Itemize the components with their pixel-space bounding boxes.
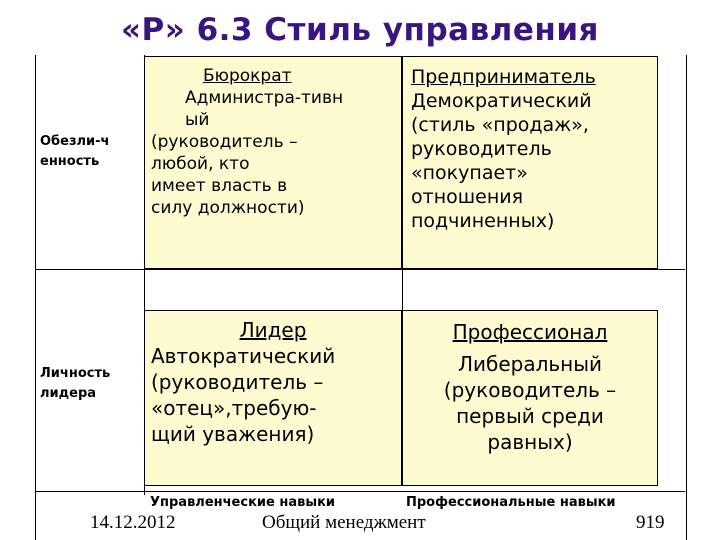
cell-line: имеет власть в bbox=[151, 176, 288, 196]
row-label-leader-personality bbox=[40, 364, 110, 404]
cell-line: равных) bbox=[487, 430, 573, 454]
cell-line: «отец»,требую- bbox=[151, 396, 317, 420]
cell-heading: Бюрократ bbox=[203, 66, 292, 86]
cell-line: отношения bbox=[411, 186, 524, 208]
slide-title: «Р» 6.3 Стиль управления bbox=[121, 12, 599, 48]
cell-line: щий уважения) bbox=[151, 422, 315, 446]
cell-entrepreneur bbox=[402, 56, 658, 269]
cell-line: (руководитель – bbox=[151, 132, 298, 152]
cell-line: (стиль «продаж», bbox=[411, 114, 589, 136]
cell-line: любой, кто bbox=[151, 154, 250, 174]
cell-line: первый среди bbox=[456, 404, 604, 428]
footer-date: 14.12.2012 bbox=[90, 512, 176, 533]
cell-line: силу должности) bbox=[151, 198, 305, 218]
cell-heading: Лидер bbox=[239, 318, 307, 342]
cell-professional bbox=[402, 310, 658, 486]
grid-divider-bottom bbox=[35, 491, 685, 492]
row-label-line: Обезли-ч bbox=[40, 134, 110, 149]
cell-line: ый bbox=[185, 110, 210, 130]
row-label-line: Личность bbox=[40, 366, 111, 381]
cell-bureaucrat bbox=[144, 56, 402, 269]
row-label-line: лидера bbox=[40, 386, 97, 401]
cell-line: Демократический bbox=[411, 90, 592, 112]
footer-page-number: 919 bbox=[636, 512, 665, 533]
grid-divider-row bbox=[35, 269, 685, 270]
footer-course-title: Общий менеджмент bbox=[262, 512, 426, 533]
column-label-professional-skills: Профессиональные навыки bbox=[406, 495, 616, 510]
cell-line: (руководитель – bbox=[443, 378, 617, 402]
row-label-line: енность bbox=[40, 154, 100, 169]
column-label-managerial-skills: Управленческие навыки bbox=[150, 495, 336, 510]
cell-line: Администра-тивн bbox=[185, 88, 344, 108]
cell-heading: Предприниматель bbox=[411, 66, 596, 88]
cell-line: «покупает» bbox=[411, 162, 528, 184]
cell-leader bbox=[144, 310, 402, 486]
cell-line: руководитель bbox=[411, 138, 552, 160]
grid-divider-middle bbox=[402, 270, 403, 310]
cell-line: Либеральный bbox=[457, 352, 603, 376]
cell-heading: Профессионал bbox=[452, 320, 608, 344]
cell-line: подчиненных) bbox=[411, 210, 555, 232]
cell-line: Автократический bbox=[151, 344, 336, 368]
row-label-impersonality bbox=[40, 132, 109, 172]
cell-line: (руководитель – bbox=[151, 370, 324, 394]
